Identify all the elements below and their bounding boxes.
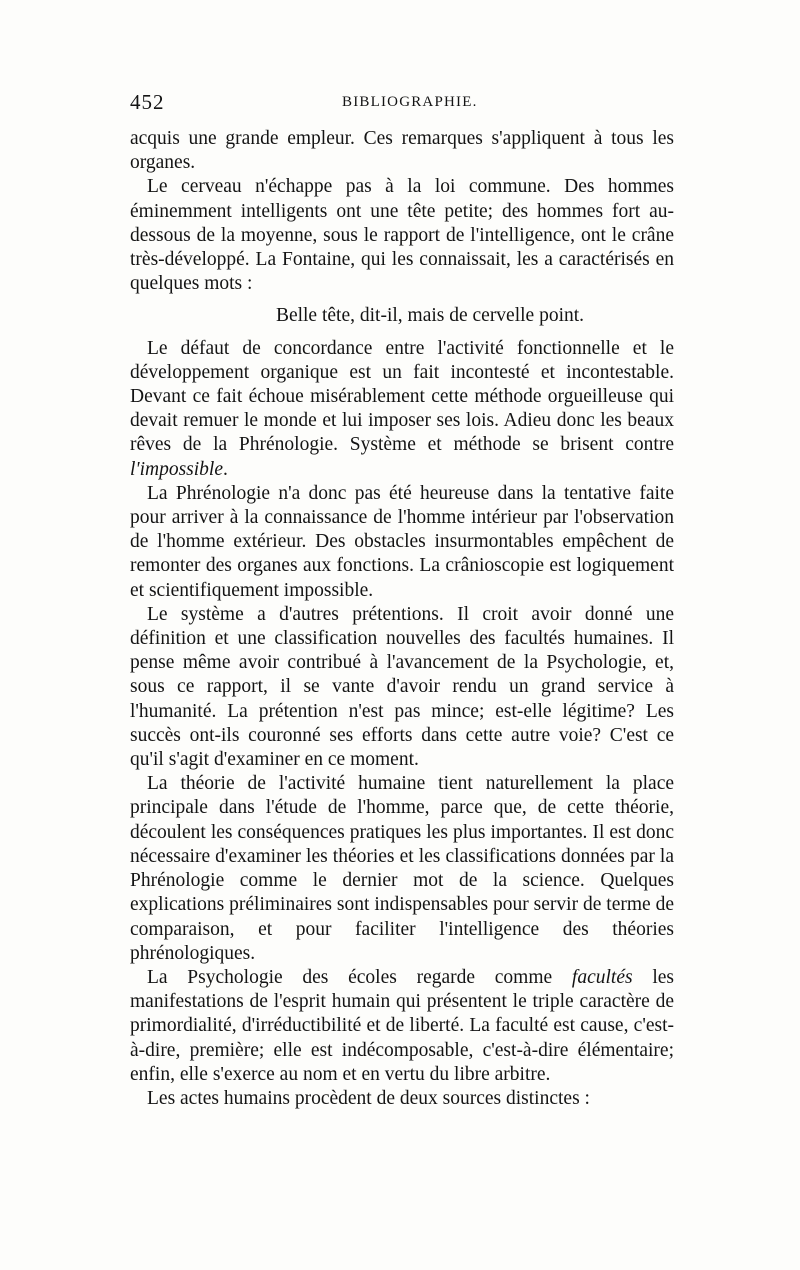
running-head: BIBLIOGRAPHIE. [342, 94, 478, 110]
body-text [130, 127, 674, 1111]
paragraph-6: La théorie de l'activité humaine tient naturellement la place principale dans l'étude de l'homme, parce que, de cette théorie, découlent les conséquences pratiques les plus importantes. Il est donc nécessaire d'examiner les théories et les classifications données par la Phrénologie comme le dernier mot de la science. Quelques explications préliminaires sont indispensables pour servir de terme de comparaison, et pour faciliter l'intelligence des théories phrénologiques. [130, 773, 674, 964]
paragraph-7-text: La Psychologie des écoles regarde comme [147, 966, 572, 988]
paragraph-3-end: . [223, 458, 228, 480]
paragraph-3-text: Le défaut de concordance entre l'activité fonctionnelle et le développement organique est un fait incontesté et incontestable. Devant ce fait échoue misérablement cette méthode orgueilleuse qui devait remuer le monde et lui imposer ses lois. Adieu donc les beaux rêves de la Phrénologie. Système et méthode se brisent contre [130, 337, 674, 456]
paragraph-3-emphasis: l'impossible [130, 458, 224, 480]
quotation: Belle tête, dit-il, mais de cervelle point. [275, 305, 585, 327]
page-header [130, 90, 674, 120]
page-number: 452 [130, 90, 165, 114]
paragraph-4: La Phrénologie n'a donc pas été heureuse dans la tentative faite pour arriver à la connaissance de l'homme intérieur par l'observation de l'homme extérieur. Des obstacles insurmontables empêchent de remonter des organes aux fonctions. La crânioscopie est logiquement et scientifiquement impossible. [130, 482, 674, 601]
paragraph-1: acquis une grande empleur. Ces remarques s'appliquent à tous les organes. [130, 128, 674, 174]
paragraph-2: Le cerveau n'échappe pas à la loi commune. Des hommes éminemment intelligents ont une tête petite; des hommes fort au-dessous de la moyenne, sous le rapport de l'intelligence, ont le crâne très-développé. La Fontaine, qui les connaissait, les a caractérisés en quelques mots : [130, 176, 674, 295]
paragraph-7-emphasis: facultés [571, 966, 633, 988]
paragraph-5: Le système a d'autres prétentions. Il croit avoir donné une définition et une classification nouvelles des facultés humaines. Il pense même avoir contribué à l'avancement de la Psychologie, et, sous ce rapport, il se vante d'avoir rendu un grand service à l'humanité. La prétention n'est pas mince; est-elle légitime? Les succès ont-ils couronné ses efforts dans cette autre voie? C'est ce qu'il s'agit d'examiner en ce moment. [130, 603, 674, 771]
paragraph-7-end: les manifestations de l'esprit humain qui présentent le triple caractère de primordialité, d'irréductibilité et de liberté. La faculté est cause, c'est-à-dire, première; elle est indécomposable, c'est-à-dire élémentaire; enfin, elle s'exerce au nom et en vertu du libre arbitre. [130, 966, 674, 1085]
paragraph-3 [130, 337, 674, 482]
paragraph-7 [130, 966, 674, 1087]
paragraph-8: Les actes humains procèdent de deux sources distinctes : [147, 1087, 590, 1109]
